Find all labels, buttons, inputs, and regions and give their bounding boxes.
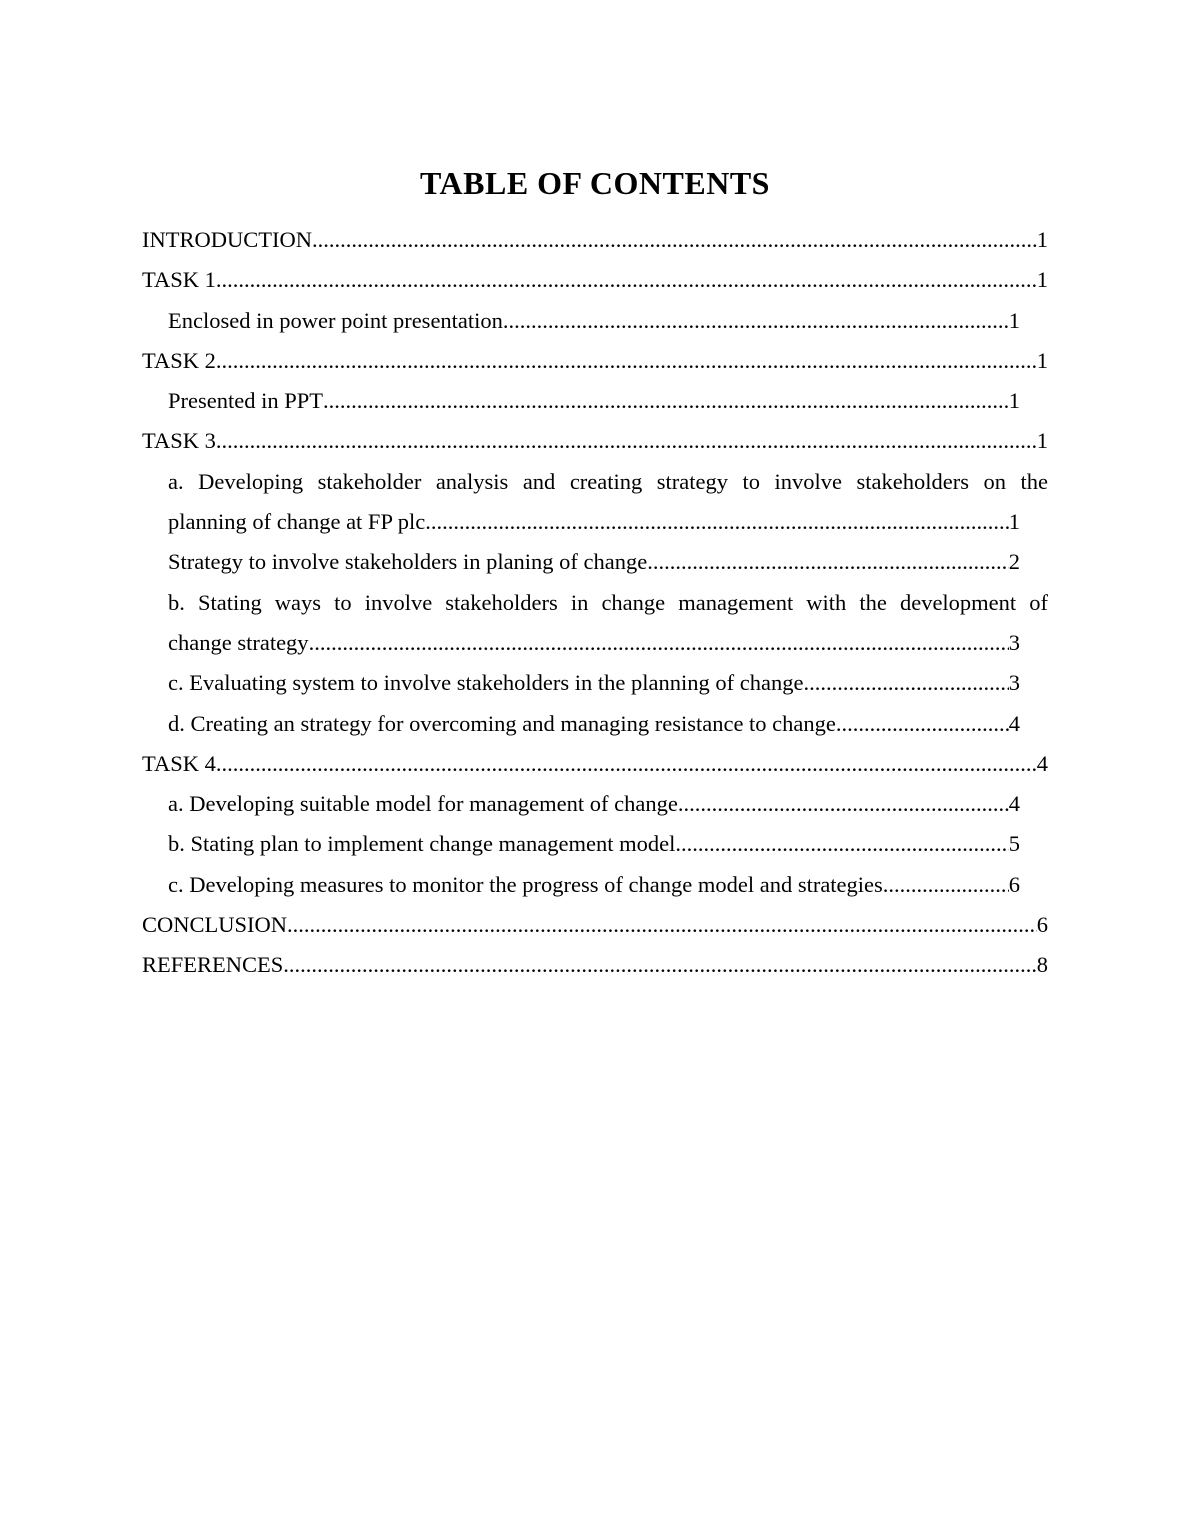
- toc-entry: [142, 220, 1048, 260]
- toc-entry-row: [142, 260, 1048, 300]
- toc-entry: [142, 663, 1048, 703]
- dot-leader: [675, 824, 1008, 864]
- toc-page-number: 6: [1036, 912, 1048, 938]
- dot-leader: [216, 341, 1037, 381]
- toc-entry-row: [168, 663, 1020, 703]
- toc-entry-text: CONCLUSION: [142, 912, 288, 938]
- toc-entry-row: [168, 784, 1020, 824]
- dot-leader: [216, 421, 1037, 461]
- toc-entry-text: planning of change at FP plc: [168, 509, 426, 535]
- toc-entry-row: [168, 623, 1020, 663]
- toc-entry: [142, 542, 1048, 582]
- toc-page-number: 1: [1036, 267, 1048, 293]
- toc-entry-row: [142, 744, 1048, 784]
- toc-entry-row: [168, 502, 1020, 542]
- toc-entry: [142, 744, 1048, 784]
- toc-entry: [142, 865, 1048, 905]
- toc-page-number: 1: [1036, 347, 1048, 373]
- toc-entry-row: [142, 341, 1048, 381]
- toc-list: [142, 220, 1048, 986]
- toc-entry-row: [168, 301, 1020, 341]
- toc-entry-row: [142, 220, 1048, 260]
- toc-page-number: 6: [1008, 871, 1020, 897]
- toc-entry: [142, 381, 1048, 421]
- toc-entry-text: TASK 1: [142, 267, 216, 293]
- toc-entry-text: d. Creating an strategy for overcoming and managing resistance to change: [168, 710, 836, 736]
- dot-leader: [678, 784, 1009, 824]
- page-title: TABLE OF CONTENTS: [420, 165, 770, 201]
- toc-entry-row: [168, 824, 1020, 864]
- toc-entry-text: Presented in PPT: [168, 388, 323, 414]
- toc-entry: [142, 583, 1048, 664]
- toc-page-number: 3: [1008, 670, 1020, 696]
- toc-entry: [142, 784, 1048, 824]
- toc-entry: [142, 905, 1048, 945]
- toc-entry-row: [142, 945, 1048, 985]
- toc-entry: [142, 341, 1048, 381]
- toc-entry-text: c. Evaluating system to involve stakeholders in the planning of change: [168, 670, 804, 696]
- dot-leader: [883, 865, 1009, 905]
- dot-leader: [216, 260, 1037, 300]
- dot-leader: [503, 301, 1009, 341]
- dot-leader: [309, 623, 1009, 663]
- toc-page-number: 3: [1008, 629, 1020, 655]
- toc-entry-row: [168, 542, 1020, 582]
- dot-leader: [836, 704, 1009, 744]
- toc-entry-text: b. Stating ways to involve stakeholders in change management with the development of: [168, 589, 1048, 615]
- toc-entry: [142, 704, 1048, 744]
- toc-entry: [142, 421, 1048, 461]
- toc-entry-row: [142, 905, 1048, 945]
- toc-entry-text: Strategy to involve stakeholders in planing of change: [168, 549, 648, 575]
- toc-entry-row: [168, 704, 1020, 744]
- toc-entry: [142, 945, 1048, 985]
- dot-leader: [425, 502, 1009, 542]
- toc-entry-text: a. Developing stakeholder analysis and creating strategy to involve stakeholders on the: [168, 468, 1048, 494]
- dot-leader: [323, 381, 1009, 421]
- toc-page-number: 1: [1036, 227, 1048, 252]
- dot-leader: [283, 945, 1036, 985]
- toc-entry-row: [168, 865, 1020, 905]
- toc-entry-text: TASK 3: [142, 428, 216, 454]
- toc-entry-text: change strategy: [168, 629, 309, 655]
- toc-entry-text: REFERENCES: [142, 952, 284, 978]
- toc-entry-text: b. Stating plan to implement change management model: [168, 831, 676, 857]
- toc-entry: [142, 824, 1048, 864]
- toc-page-number: 4: [1008, 791, 1020, 817]
- toc-page-number: 1: [1008, 307, 1020, 333]
- toc-entry-text: TASK 2: [142, 347, 216, 373]
- toc-entry: [142, 260, 1048, 300]
- toc-entry: [142, 301, 1048, 341]
- toc-page-number: 5: [1008, 831, 1020, 857]
- toc-entry-text: a. Developing suitable model for management of change: [168, 791, 678, 817]
- dot-leader: [647, 542, 1008, 582]
- toc-page-number: 1: [1036, 428, 1048, 454]
- toc-page-number: 2: [1008, 549, 1020, 575]
- dot-leader: [312, 220, 1037, 260]
- toc-page-number: 1: [1008, 388, 1020, 414]
- toc-page-number: 8: [1036, 952, 1048, 978]
- toc-entry-row: [142, 421, 1048, 461]
- toc-entry-text: c. Developing measures to monitor the progress of change model and strategies: [168, 871, 883, 897]
- dot-leader: [803, 663, 1008, 703]
- toc-entry: [142, 462, 1048, 543]
- dot-leader: [216, 744, 1037, 784]
- toc-entry-row: [168, 381, 1020, 421]
- toc-entry-text: Enclosed in power point presentation: [168, 307, 503, 333]
- toc-page-number: 4: [1008, 710, 1020, 736]
- toc-page-number: 1: [1008, 509, 1020, 535]
- dot-leader: [287, 905, 1037, 945]
- toc-entry-text: INTRODUCTION: [142, 227, 312, 252]
- toc-page-number: 4: [1036, 750, 1048, 776]
- toc-entry-text: TASK 4: [142, 750, 216, 776]
